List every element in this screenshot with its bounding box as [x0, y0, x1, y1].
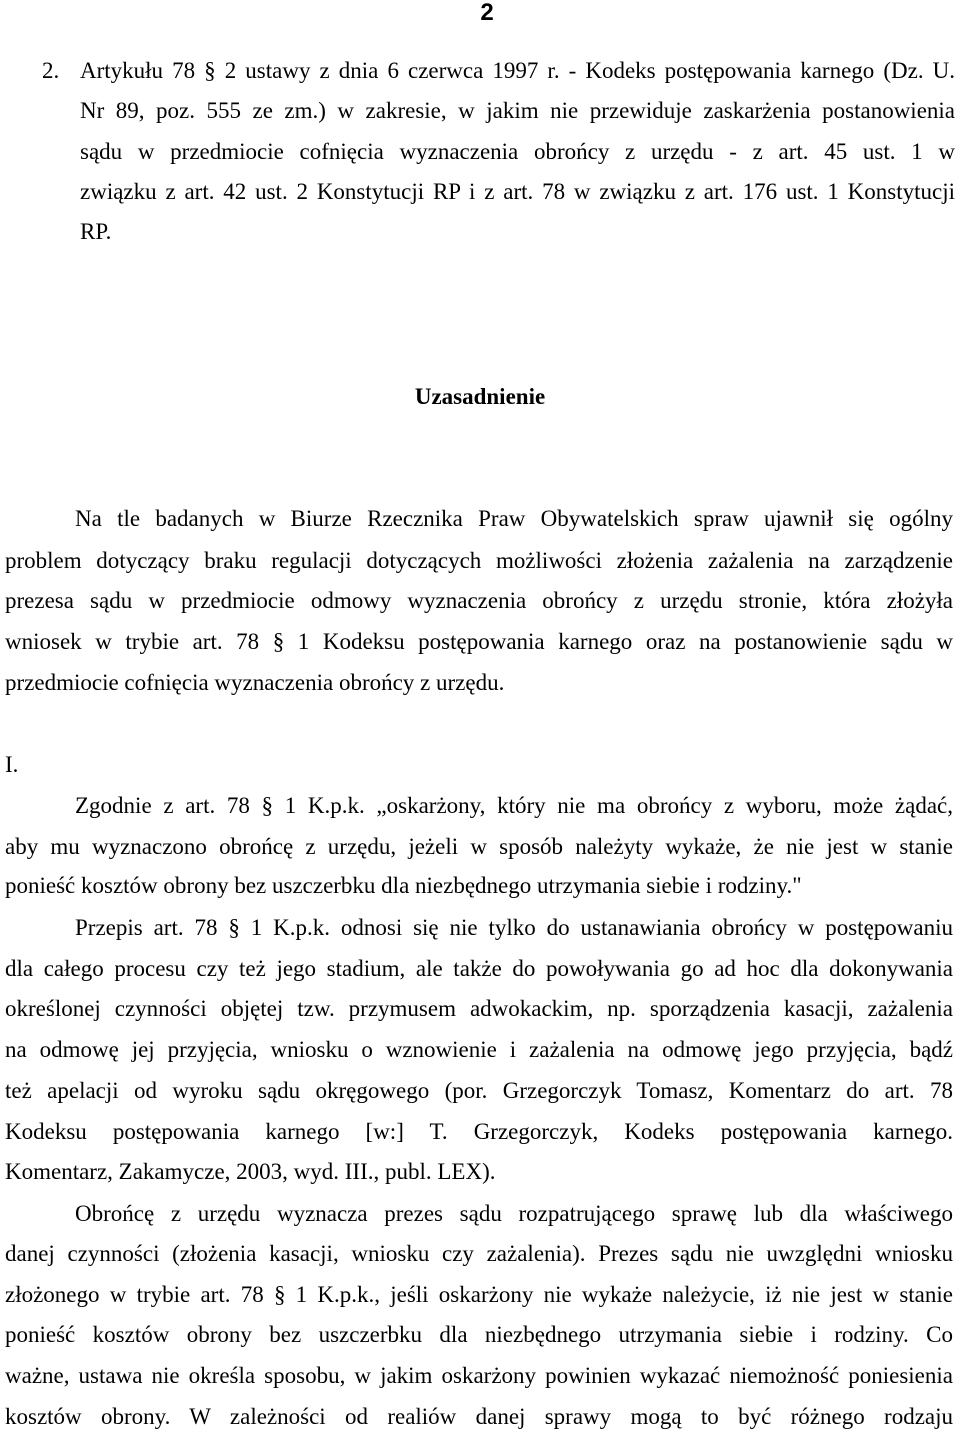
list-item-2-line: RP.	[80, 219, 112, 244]
paragraph-line: określonej czynności objętej tzw. przymusem adwokackim, np. sporządzenia kasacji, zażalenia	[5, 996, 953, 1021]
paragraph-line: Przepis art. 78 § 1 K.p.k. odnosi się nie tylko do ustanawiania obrońcy w postępowaniu	[75, 915, 953, 940]
paragraph-line: Zgodnie z art. 78 § 1 K.p.k. „oskarżony, który nie ma obrońcy z wyboru, może żądać,	[75, 793, 953, 818]
paragraph-line: dla całego procesu czy też jego stadium, ale także do powoływania go ad hoc dla dokonywania	[5, 956, 953, 981]
paragraph-line: problem dotyczący braku regulacji dotyczących możliwości złożenia zażalenia na zarządzenie	[5, 548, 953, 573]
list-item-2-line: Artykułu 78 § 2 ustawy z dnia 6 czerwca 1997 r. - Kodeks postępowania karnego (Dz. U.	[80, 58, 955, 83]
paragraph-line: ponieść kosztów obrony bez uszczerbku dla niezbędnego utrzymania siebie i rodziny. Co	[5, 1322, 953, 1347]
paragraph-line: przedmiocie cofnięcia wyznaczenia obrońcy z urzędu.	[5, 670, 505, 695]
paragraph-line: danej czynności (złożenia kasacji, wniosku czy zażalenia). Prezes sądu nie uwzględni wniosku	[5, 1241, 953, 1266]
list-item-2-line: Nr 89, poz. 555 ze zm.) w zakresie, w jakim nie przewiduje zaskarżenia postanowienia	[80, 98, 955, 123]
paragraph-line: ponieść kosztów obrony bez uszczerbku dla niezbędnego utrzymania siebie i rodziny."	[5, 873, 802, 898]
list-item-2-line: związku z art. 42 ust. 2 Konstytucji RP i z art. 78 w związku z art. 176 ust. 1 Konstytucji	[80, 179, 955, 204]
paragraph-line: złożonego w trybie art. 78 § 1 K.p.k., jeśli oskarżony nie wykaże należycie, iż nie jest w stanie	[5, 1282, 953, 1307]
list-item-2-marker: 2.	[42, 58, 60, 83]
paragraph-line: kosztów obrony. W zależności od realiów danej sprawy mogą to być różnego rodzaju	[5, 1404, 953, 1429]
paragraph-line: Na tle badanych w Biurze Rzecznika Praw Obywatelskich spraw ujawnił się ogólny	[75, 506, 953, 531]
paragraph-line: Komentarz, Zakamycze, 2003, wyd. III., publ. LEX).	[5, 1159, 496, 1184]
paragraph-line: na odmowę jej przyjęcia, wniosku o wznowienie i zażalenia na odmowę jego przyjęcia, bądź	[5, 1037, 953, 1062]
paragraph-line: ważne, ustawa nie określa sposobu, w jakim oskarżony powinien wykazać niemożność poniesienia	[5, 1363, 953, 1388]
section-marker: I.	[5, 752, 19, 777]
paragraph-line: wniosek w trybie art. 78 § 1 Kodeksu postępowania karnego oraz na postanowienie sądu w	[5, 629, 953, 654]
page-number: 2	[480, 0, 494, 26]
list-item-2-line: sądu w przedmiocie cofnięcia wyznaczenia obrońcy z urzędu - z art. 45 ust. 1 w	[80, 139, 955, 164]
section-heading: Uzasadnienie	[414, 384, 546, 409]
paragraph-line: prezesa sądu w przedmiocie odmowy wyznaczenia obrońcy z urzędu stronie, która złożyła	[5, 588, 953, 613]
paragraph-line: też apelacji od wyroku sądu okręgowego (por. Grzegorczyk Tomasz, Komentarz do art. 78	[5, 1078, 953, 1103]
paragraph-line: aby mu wyznaczono obrońcę z urzędu, jeżeli w sposób należyty wykaże, że nie jest w stanie	[5, 834, 953, 859]
paragraph-line: Kodeksu postępowania karnego [w:] T. Grzegorczyk, Kodeks postępowania karnego.	[5, 1119, 953, 1144]
paragraph-line: Obrońcę z urzędu wyznacza prezes sądu rozpatrującego sprawę lub dla właściwego	[75, 1201, 953, 1226]
